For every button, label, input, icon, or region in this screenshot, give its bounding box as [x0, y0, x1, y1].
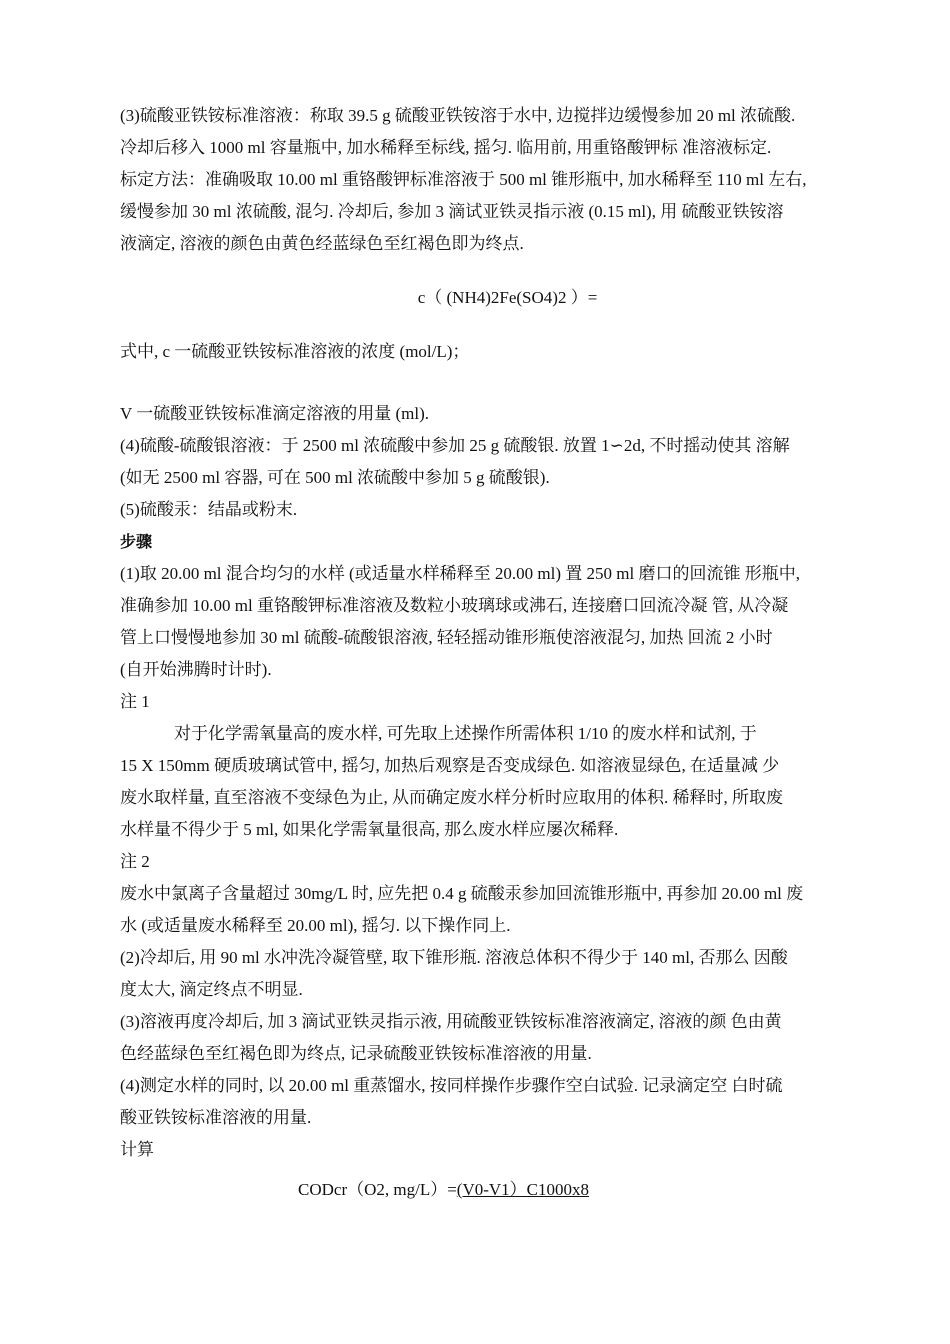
- step2-line: 度太大, 滴定终点不明显.: [120, 980, 303, 999]
- note1-line: 废水取样量, 直至溶液不变绿色为止, 从而确定废水样分析时应取用的体积. 稀释时, 所取废: [120, 788, 783, 807]
- formula-codcr-left: CODcr（O2, mg/L）=: [298, 1180, 457, 1199]
- note1-line: 15 X 150mm 硬质玻璃试管中, 摇匀, 加热后观察是否变成绿色. 如溶液显绿色, 在适量减 少: [120, 756, 780, 775]
- step4-line: (4)测定水样的同时, 以 20.00 ml 重蒸馏水, 按同样操作步骤作空白试验. 记录滴定空 白时硫: [120, 1076, 783, 1095]
- note1-line: 对于化学需氧量高的废水样, 可先取上述操作所需体积 1/10 的废水样和试剂, 于: [174, 724, 757, 743]
- note2-line: 水 (或适量废水稀释至 20.00 ml), 摇匀. 以下操作同上.: [120, 916, 511, 935]
- formula-ammonium-ferrous-sulfate: c（ (NH4)2Fe(SO4)2 ）=: [417, 288, 598, 307]
- step4-line: 酸亚铁铵标准溶液的用量.: [120, 1108, 312, 1127]
- note1-line: 水样量不得少于 5 ml, 如果化学需氧量很高, 那么废水样应屡次稀释.: [120, 820, 619, 839]
- reagent3-line: 标定方法：准确吸取 10.00 ml 重铬酸钾标准溶液于 500 ml 锥形瓶中, 加水稀释至 110 ml 左右,: [120, 170, 807, 189]
- definition-v: V 一硫酸亚铁铵标准滴定溶液的用量 (ml).: [120, 404, 429, 423]
- note2-label: 注 2: [120, 852, 150, 871]
- reagent3-line: 缓慢参加 30 ml 浓硫酸, 混匀. 冷却后, 参加 3 滴试亚铁灵指示液 (0.15 ml), 用 硫酸亚铁铵溶: [120, 202, 784, 221]
- formula-codcr-right: (V0-V1）C1000x8: [456, 1180, 590, 1199]
- note1-label: 注 1: [120, 692, 150, 711]
- reagent5-line: (5)硫酸汞：结晶或粉末.: [120, 500, 298, 519]
- step1-line: 管上口慢慢地参加 30 ml 硫酸-硫酸银溶液, 轻轻摇动锥形瓶使溶液混匀, 加热 回流 2 小时: [120, 628, 773, 647]
- reagent3-line: (3)硫酸亚铁铵标准溶液：称取 39.5 g 硫酸亚铁铵溶于水中, 边搅拌边缓慢参加 20 ml 浓硫酸.: [120, 106, 796, 125]
- step3-line: 色经蓝绿色至红褐色即为终点, 记录硫酸亚铁铵标准溶液的用量.: [120, 1044, 592, 1063]
- reagent3-line: 冷却后移入 1000 ml 容量瓶中, 加水稀释至标线, 摇匀. 临用前, 用重铬酸钾标 准溶液标定.: [120, 138, 772, 157]
- reagent3-line: 液滴定, 溶液的颜色由黄色经蓝绿色至红褐色即为终点.: [120, 234, 524, 253]
- step3-line: (3)溶液再度冷却后, 加 3 滴试亚铁灵指示液, 用硫酸亚铁铵标准溶液滴定, 溶液的颜 色由黄: [120, 1012, 782, 1031]
- steps-heading: 步骤: [120, 532, 153, 551]
- note2-line: 废水中氯离子含量超过 30mg/L 时, 应先把 0.4 g 硫酸汞参加回流锥形瓶中, 再参加 20.00 ml 废: [120, 884, 804, 903]
- step1-line: (自开始沸腾时计时).: [120, 660, 272, 679]
- formula-codcr: [120, 1174, 895, 1206]
- definition-c: 式中, c 一硫酸亚铁铵标准溶液的浓度 (mol/L)；: [120, 342, 470, 361]
- reagent4-line: (4)硫酸-硫酸银溶液：于 2500 ml 浓硫酸中参加 25 g 硫酸银. 放置 1∽2d, 不时摇动使其 溶解: [120, 436, 790, 455]
- document-body: [120, 100, 895, 1206]
- step2-line: (2)冷却后, 用 90 ml 水冲洗冷凝管壁, 取下锥形瓶. 溶液总体积不得少于 140 ml, 否那么 因酸: [120, 948, 788, 967]
- calc-label: 计算: [120, 1140, 154, 1159]
- step1-line: (1)取 20.00 ml 混合均匀的水样 (或适量水样稀释至 20.00 ml) 置 250 ml 磨口的回流锥 形瓶中,: [120, 564, 800, 583]
- step1-line: 准确参加 10.00 ml 重铬酸钾标准溶液及数粒小玻璃球或沸石, 连接磨口回流冷凝 管, 从冷凝: [120, 596, 789, 615]
- reagent4-line: (如无 2500 ml 容器, 可在 500 ml 浓硫酸中参加 5 g 硫酸银).: [120, 468, 550, 487]
